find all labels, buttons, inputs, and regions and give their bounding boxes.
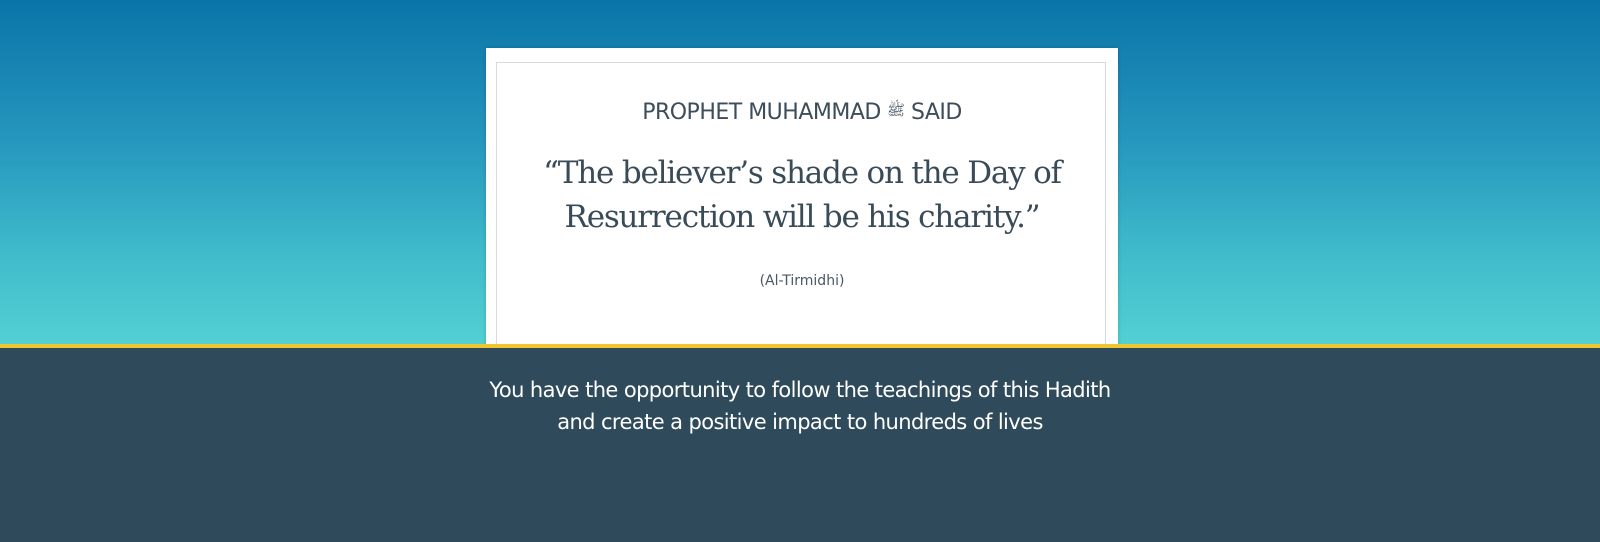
footer-line-2: and create a positive impact to hundreds of lives xyxy=(557,410,1043,434)
hadith-source: (Al-Tirmidhi) xyxy=(759,273,845,289)
heading-prefix: PROPHET MUHAMMAD xyxy=(642,100,881,125)
quote-line-2: Resurrection will be his charity.” xyxy=(564,199,1040,235)
hadith-card-frame xyxy=(496,62,1106,362)
hadith-quote xyxy=(497,151,1107,239)
quote-line-1: “The believer’s shade on the Day of xyxy=(543,155,1061,191)
footer-panel xyxy=(0,348,1600,542)
footer-line-1: You have the opportunity to follow the teachings of this Hadith xyxy=(489,378,1111,402)
footer-message xyxy=(0,374,1600,438)
heading-suffix: SAID xyxy=(910,100,962,125)
hadith-card xyxy=(486,48,1118,348)
hadith-heading xyxy=(497,99,1107,127)
salawat-calligraphy-icon: ﷺ xyxy=(886,101,905,119)
